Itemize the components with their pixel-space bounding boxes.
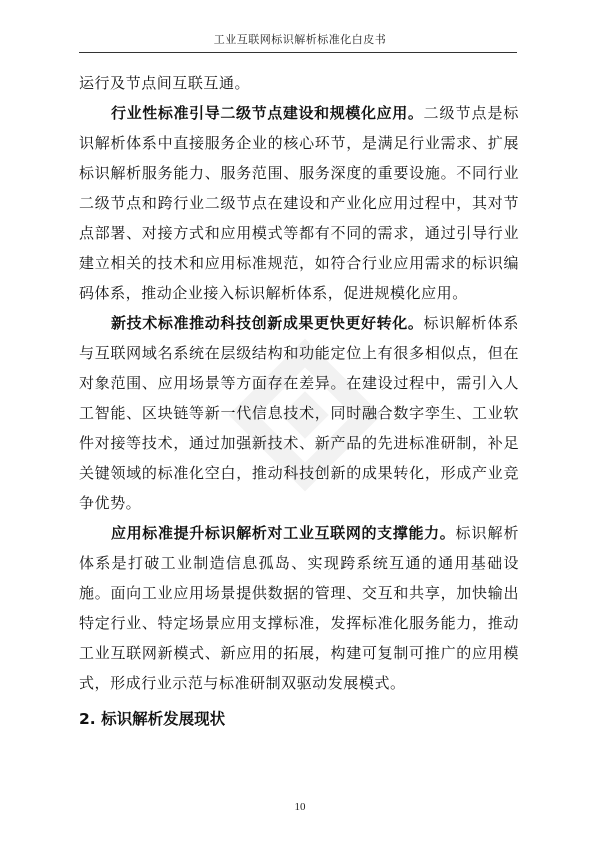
running-header: 工业互联网标识解析标准化白皮书 <box>213 33 387 46</box>
paragraph-text: 二级节点是标识解析体系中直接服务企业的核心环节，是满足行业需求、扩展标识解析服务能力、服务范围、服务深度的重要设施。不同行业二级节点和跨行业二级节点在建设和产业化应用过程中，其对节点部署、对接方式和应用模式等都有不同的需求，通过引导行业建立相关的技术和应用标准规范，如符合行业应用需求的标识编码体系，推动企业接入标识解析体系，促进规模化应用。 <box>79 104 519 302</box>
paragraph-lead: 应用标准提升标识解析对工业互联网的支撑能力。 <box>111 524 456 542</box>
paragraph-text: 标识解析体系与互联网域名系统在层级结构和功能定位上有很多相似点，但在对象范围、应用场景等方面存在差异。在建设过程中，需引入人工智能、区块链等新一代信息技术，同时融合数字孪生、工业软件对接等技术，通过加强新技术、新产品的先进标准研制，补足关键领域的标准化空白，推动科技创新的成果转化，形成产业竞争优势。 <box>79 314 519 512</box>
header-divider <box>79 52 517 53</box>
paragraph-application-standards <box>79 518 519 698</box>
page-number: 10 <box>294 801 306 813</box>
page-body <box>79 68 519 734</box>
continuation-text: 运行及节点间互联互通。 <box>79 74 251 92</box>
paragraph-new-tech-standards <box>79 308 519 518</box>
paragraph-text: 标识解析体系是打破工业制造信息孤岛、实现跨系统互通的通用基础设施。面向工业应用场景提供数据的管理、交互和共享，加快输出特定行业、特定场景应用支撑标准，发挥标准化服务能力，推动工业互联网新模式、新应用的拓展，构建可复制可推广的应用模式，形成行业示范与标准研制双驱动发展模式。 <box>79 524 520 692</box>
section-heading: 2. 标识解析发展现状 <box>79 710 226 728</box>
paragraph-lead: 行业性标准引导二级节点建设和规模化应用。 <box>111 104 424 122</box>
paragraph-lead: 新技术标准推动科技创新成果更快更好转化。 <box>111 314 424 332</box>
paragraph-industry-standards <box>79 98 519 308</box>
